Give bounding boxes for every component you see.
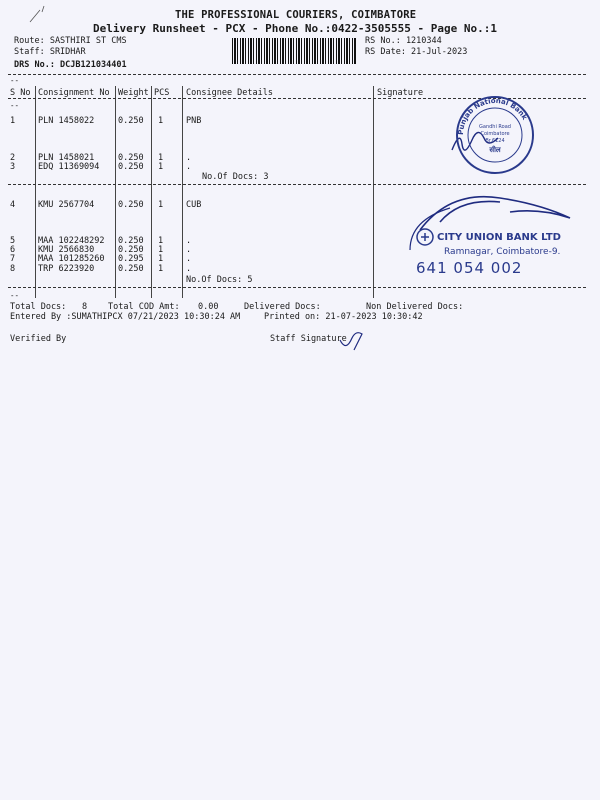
printed-on: Printed on: 21-07-2023 10:30:42 xyxy=(264,312,423,322)
row-consignee: CUB xyxy=(186,200,202,210)
pen-mark xyxy=(30,6,44,22)
company-name: THE PROFESSIONAL COURIERS, COIMBATORE xyxy=(175,9,417,21)
total-docs-label: Total Docs: xyxy=(10,302,67,312)
total-cod-value: 0.00 xyxy=(198,302,219,312)
rs-date: RS Date: 21-Jul-2023 xyxy=(365,47,468,57)
row-weight: 0.250 xyxy=(118,236,144,246)
delivered-docs-label: Delivered Docs: xyxy=(244,302,321,312)
col-header-sno: S No xyxy=(10,88,31,98)
row-sno: 5 xyxy=(10,236,16,246)
pnb-stamp-line: Coimbatore xyxy=(480,131,510,137)
row-weight: 0.250 xyxy=(118,200,144,210)
entered-by: Entered By :SUMATHIPCX 07/21/2023 10:30:24 AM xyxy=(10,312,241,322)
row-consignment: MAA 102248292 xyxy=(38,236,105,246)
cub-stamp-phone: 641 054 002 xyxy=(416,259,523,277)
row-consignment: PLN 1458022 xyxy=(38,116,95,126)
total-cod-label: Total COD Amt: xyxy=(108,302,180,312)
cub-logo-icon xyxy=(416,228,434,246)
row-consignee: PNB xyxy=(186,116,202,126)
staff-signature-label: Staff Signature xyxy=(270,334,347,344)
col-header-signature: Signature xyxy=(377,88,424,98)
row-consignment: KMU 2566830 xyxy=(38,245,95,255)
dash-mark: -- xyxy=(10,291,20,300)
row-weight: 0.250 xyxy=(118,264,144,274)
row-sno: 7 xyxy=(10,254,16,264)
row-consignee: . xyxy=(186,153,192,163)
row-weight: 0.250 xyxy=(118,245,144,255)
col-header-weight: Weight xyxy=(118,88,149,98)
verified-by: Verified By xyxy=(10,334,67,344)
non-delivered-docs-label: Non Delivered Docs: xyxy=(366,302,464,312)
row-consignment: KMU 2567704 xyxy=(38,200,95,210)
dash-mark: -- xyxy=(10,101,20,110)
row-consignee: . xyxy=(186,254,192,264)
drs-number: DRS No.: DCJB121034401 xyxy=(14,60,127,70)
pnb-stamp xyxy=(452,92,538,178)
runsheet-title: Delivery Runsheet - PCX - Phone No.:0422-3505555 - Page No.:1 xyxy=(93,22,497,35)
row-sno: 1 xyxy=(10,116,16,126)
row-pcs: 1 xyxy=(158,162,164,172)
col-header-consignee: Consignee Details xyxy=(186,88,273,98)
pnb-stamp-line: Br.6124 xyxy=(485,138,505,144)
row-sno: 3 xyxy=(10,162,16,172)
row-weight: 0.250 xyxy=(118,162,144,172)
row-weight: 0.250 xyxy=(118,153,144,163)
pnb-stamp-line: Gandhi Road xyxy=(479,124,511,130)
route-label: Route: SASTHIRI ST CMS xyxy=(14,36,127,46)
dash-mark: -- xyxy=(10,76,20,85)
row-consignment: MAA 101285260 xyxy=(38,254,105,264)
staff-label: Staff: SRIDHAR xyxy=(14,47,86,57)
row-pcs: 1 xyxy=(158,236,164,246)
pnb-stamp-hindi: सील xyxy=(489,146,501,154)
total-docs-value: 8 xyxy=(82,302,88,312)
row-consignment: PLN 1458021 xyxy=(38,153,95,163)
rs-number: RS No.: 1210344 xyxy=(365,36,442,46)
row-sno: 6 xyxy=(10,245,16,255)
row-pcs: 1 xyxy=(158,116,164,126)
cub-signature-scribble xyxy=(420,197,570,230)
col-header-pcs: PCS xyxy=(154,88,170,98)
row-pcs: 1 xyxy=(158,200,164,210)
row-pcs: 1 xyxy=(158,245,164,255)
cub-stamp-name: CITY UNION BANK LTD xyxy=(437,231,561,243)
row-consignment: TRP 6223920 xyxy=(38,264,95,274)
row-weight: 0.250 xyxy=(118,116,144,126)
row-pcs: 1 xyxy=(158,153,164,163)
row-sno: 4 xyxy=(10,200,16,210)
row-consignee: . xyxy=(186,264,192,274)
row-sno: 2 xyxy=(10,153,16,163)
row-consignee: . xyxy=(186,162,192,172)
row-pcs: 1 xyxy=(158,254,164,264)
row-weight: 0.295 xyxy=(118,254,144,264)
group-doc-count: No.Of Docs: 3 xyxy=(202,172,269,182)
row-pcs: 1 xyxy=(158,264,164,274)
row-consignee: . xyxy=(186,245,192,255)
group-doc-count: No.Of Docs: 5 xyxy=(186,275,253,285)
pnb-stamp-ring-text: Punjab National Bank xyxy=(456,96,529,136)
cub-stamp-place: Ramnagar, Coimbatore-9. xyxy=(444,247,561,257)
staff-signature-scribble xyxy=(340,333,362,350)
col-header-consignment: Consignment No xyxy=(38,88,110,98)
row-consignment: EDQ 11369094 xyxy=(38,162,100,172)
row-sno: 8 xyxy=(10,264,16,274)
row-consignee: . xyxy=(186,236,192,246)
cub-stamp xyxy=(416,228,564,277)
